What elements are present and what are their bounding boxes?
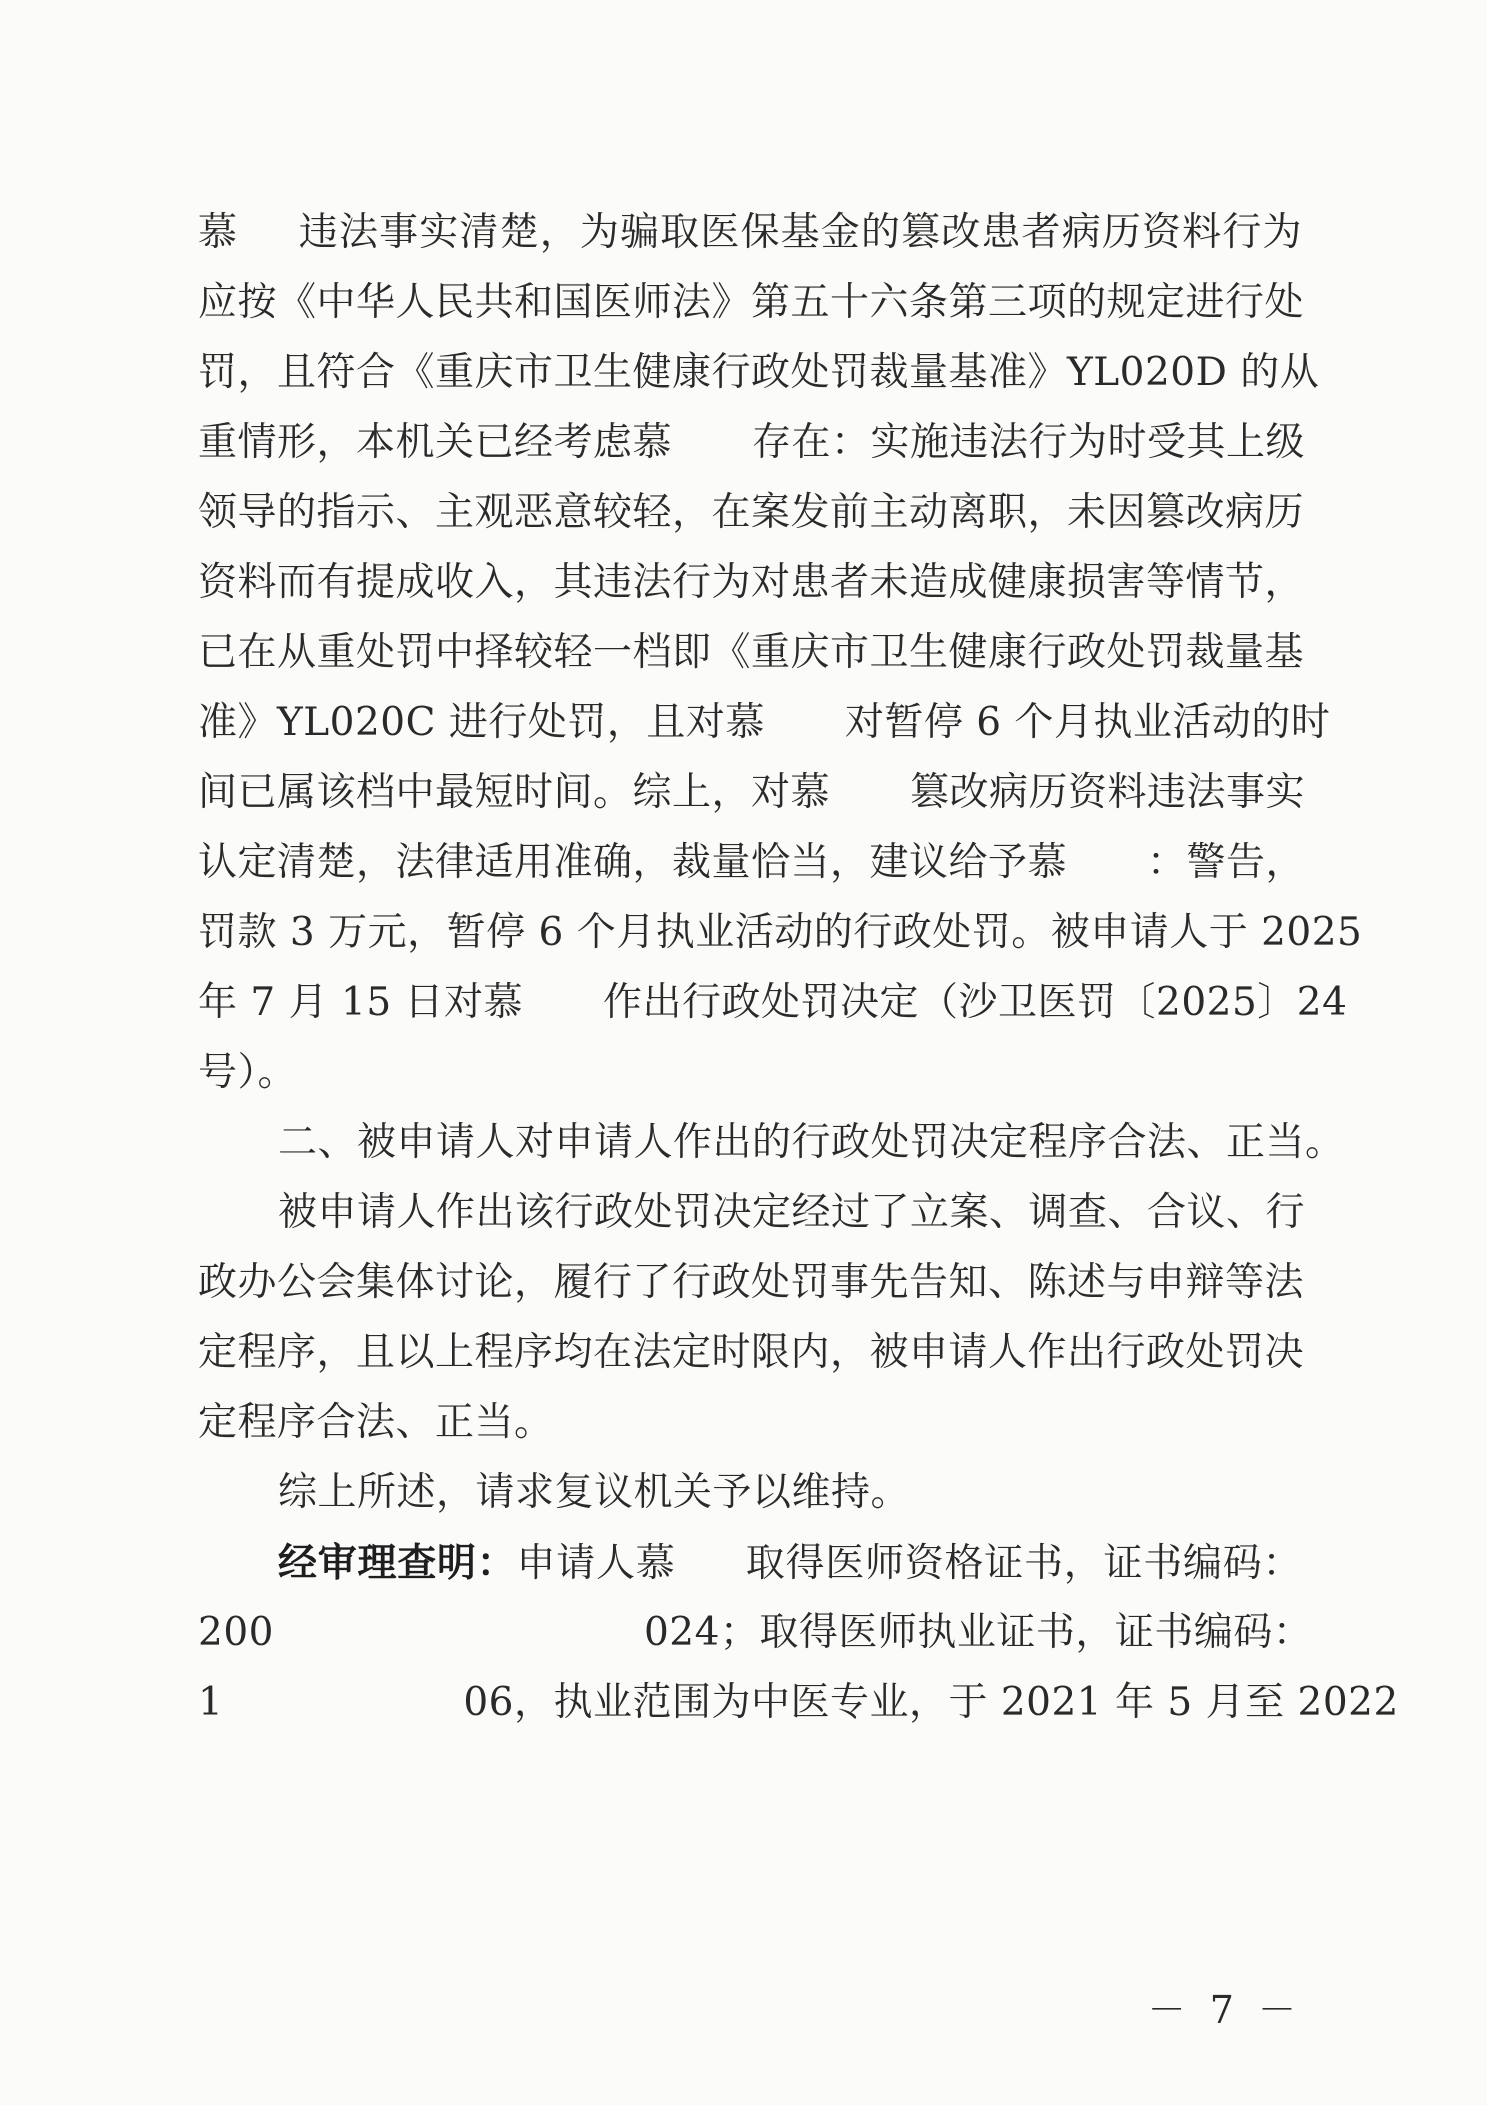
redacted-cert-prefix: 1 (198, 1680, 224, 1725)
line-text: 已在从重处罚中择较轻一档即《重庆市卫生健康行政处罚裁量基 (198, 630, 1305, 675)
body-line (198, 1388, 1302, 1458)
line-text: 应按《中华人民共和国医师法》第五十六条第三项的规定进行处 (198, 280, 1305, 325)
body-line (198, 828, 1306, 898)
line-text: 领导的指示、主观恶意较轻，在案发前主动离职，未因篡改病历 (198, 490, 1305, 535)
line-text: 准》YL020C 进行处罚，且对慕 (198, 700, 765, 745)
line-text: 024；取得医师执业证书，证书编码： (643, 1610, 1313, 1655)
line-text: 号）。 (198, 1050, 298, 1095)
line-text: 违法事实清楚，为骗取医保基金的篡改患者病历资料行为 (298, 210, 1302, 255)
body-line (198, 968, 1348, 1038)
line-text: 06，执业范围为中医专业，于 2021 年 5 月至 2022 (463, 1680, 1399, 1725)
line-text: 认定清楚，法律适用准确，裁量恰当，建议给予慕 (198, 840, 1068, 885)
redacted-cert-prefix: 200 (198, 1610, 274, 1655)
line-text: 定程序合法、正当。 (198, 1400, 554, 1445)
line-text: 被申请人作出该行政处罚决定经过了立案、调查、合议、行 (278, 1190, 1306, 1235)
line-text: 二、被申请人对申请人作出的行政处罚决定程序合法、正当。 (278, 1120, 1345, 1165)
line-text: 作出行政处罚决定（沙卫医罚〔2025〕24 (603, 980, 1348, 1025)
line-text: ：警告， (1147, 840, 1306, 885)
body-line (198, 758, 1306, 828)
line-text: 政办公会集体讨论，履行了行政处罚事先告知、陈述与申辩等法 (198, 1260, 1305, 1305)
line-text: 罚，且符合《重庆市卫生健康行政处罚裁量基准》YL020D 的从 (198, 350, 1320, 395)
body-line (198, 1598, 1313, 1668)
body-line (198, 1458, 1302, 1528)
body-line (198, 548, 1305, 618)
body-line (198, 478, 1305, 548)
page-number: － 7 － (1147, 1988, 1302, 2032)
line-text: 罚款 3 万元，暂停 6 个月执业活动的行政处罚。被申请人于 2025 (198, 910, 1363, 955)
line-text: 间已属该档中最短时间。综上，对慕 (198, 770, 831, 815)
line-text: 篡改病历资料违法事实 (910, 770, 1306, 815)
findings-label: 经审理查明： (278, 1540, 517, 1586)
body-line (198, 898, 1363, 968)
body-line (198, 1318, 1305, 1388)
body-line (198, 408, 1306, 478)
body-line (198, 268, 1305, 338)
findings-line (198, 1528, 1302, 1598)
line-text: 资料而有提成收入，其违法行为对患者未造成健康损害等情节， (198, 560, 1305, 605)
section-heading (198, 1108, 1345, 1178)
body-line (198, 198, 1302, 268)
line-text: 重情形，本机关已经考虑慕 (198, 420, 673, 465)
line-text: 存在：实施违法行为时受其上级 (752, 420, 1306, 465)
body-line (198, 1038, 1302, 1108)
body-line (198, 688, 1331, 758)
line-text: 对暂停 6 个月执业活动的时 (844, 700, 1331, 745)
line-text: 综上所述，请求复议机关予以维持。 (278, 1470, 911, 1515)
line-text: 取得医师资格证书，证书编码： (745, 1541, 1302, 1586)
redacted-name-start: 慕 (198, 210, 239, 255)
line-text: 年 7 月 15 日对慕 (198, 980, 524, 1025)
body-line (198, 1248, 1305, 1318)
body-line (198, 1668, 1399, 1738)
line-text: 申请人慕 (516, 1541, 676, 1586)
line-text: 定程序，且以上程序均在法定时限内，被申请人作出行政处罚决 (198, 1330, 1305, 1375)
body-line (198, 1178, 1306, 1248)
body-line (198, 338, 1320, 408)
body-line (198, 618, 1305, 688)
